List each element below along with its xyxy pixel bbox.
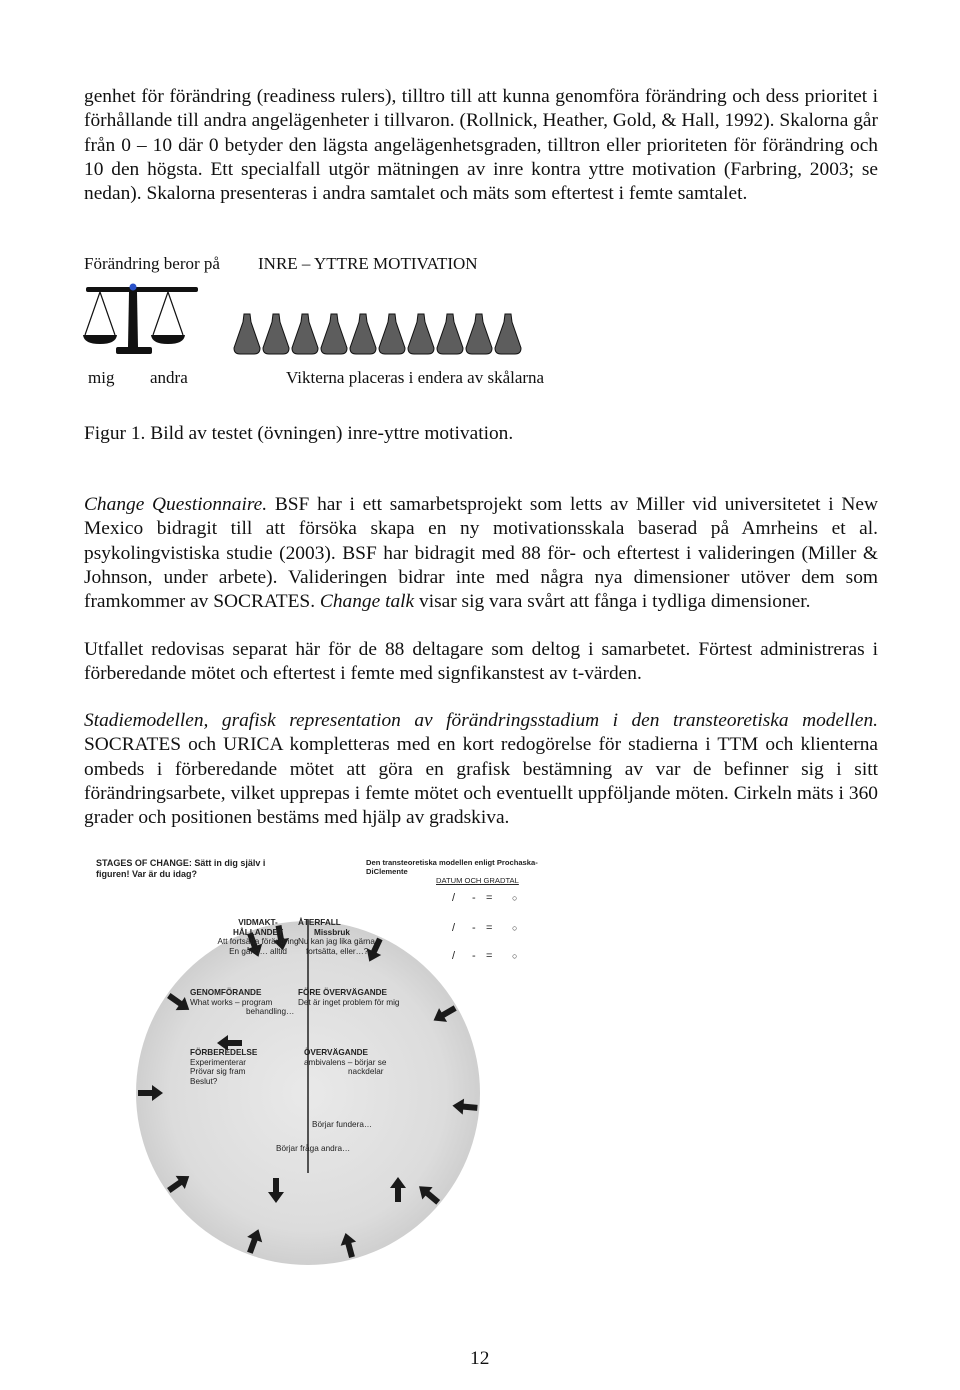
weight-icon xyxy=(495,314,521,354)
stage-start-asking: Börjar fråga andra… xyxy=(276,1144,351,1153)
weight-icon xyxy=(466,314,492,354)
stage-model-body: SOCRATES och URICA kompletteras med en kort redogörelse för stadierna i TTM och klienterna ombeds i förberedande mötet att göra en grafisk bestämning av var de befinner sig i sitt förändringsarbete, vilket upprepas i femte mötet och eventuellt uppföljande möten. Cirkeln mäts i 360 grader och positionen bestäms med hjälp av gradskiva. xyxy=(84,734,878,829)
weight-icon xyxy=(263,314,289,354)
stage-model-title: Stadiemodellen, grafisk representation av förändringsstadium i den transteoretiska modellen. xyxy=(84,710,878,731)
page-number: 12 xyxy=(470,1348,490,1369)
change-questionnaire-body-a: BSF har i ett samarbetsprojekt som letts av Miller vid universitetet i New Mexico bidragit till att försöka skapa en ny motivationsskala baserad på Amrheins et al. psykolingvistiska studie (2003). BSF har bidragit med 88 för- och eftertest i valideringen (Miller & Johnson, under arbete). Valideringen bidrar inte med några nya dimensioner utöver dem som framkommer av SOCRATES. xyxy=(84,494,878,613)
stages-title: STAGES OF CHANGE: Sätt in dig själv i figuren! Var är du idag? xyxy=(96,858,266,879)
weight-icon xyxy=(437,314,463,354)
paragraph-change-questionnaire xyxy=(84,493,878,614)
change-questionnaire-body-b: visar sig vara svårt att fånga i tydliga dimensioner. xyxy=(414,591,811,613)
weight-icon xyxy=(292,314,318,354)
paragraph-stage-model xyxy=(84,709,878,830)
weight-icon xyxy=(321,314,347,354)
change-talk-term: Change talk xyxy=(319,591,415,613)
weight-icon xyxy=(379,314,405,354)
weights-caption: Vikterna placeras i endera av skålarna xyxy=(286,368,545,387)
weight-icon xyxy=(408,314,434,354)
date-degree-header: DATUM OCH GRADTAL xyxy=(436,876,519,885)
figure1-right-label: INRE – YTTRE MOTIVATION xyxy=(258,254,478,273)
figure1-caption: Figur 1. Bild av testet (övningen) inre-yttre motivation. xyxy=(84,423,514,444)
weight-icon xyxy=(234,314,260,354)
scale-pan-right-label: andra xyxy=(150,368,188,387)
stages-of-change-figure xyxy=(80,838,540,1318)
stage-precontemplation: FÖRE ÖVERVÄGANDE Det är inget problem för mig xyxy=(298,988,400,1007)
paragraph-outcome: Utfallet redovisas separat här för de 88 deltagare som deltog i samarbetet. Förtest administreras i förberedande mötet och eftertest i femte med signfikanstest av t-värden. xyxy=(84,639,878,685)
stage-action: GENOMFÖRANDE What works – program behandling… xyxy=(190,988,295,1017)
model-header: Den transteoretiska modellen enligt Prochaska- DiClemente xyxy=(366,858,538,877)
stage-relapse: ÅTERFALL Missbruk Nu kan jag lika gärna fortsätta, eller…? xyxy=(298,918,375,956)
scale-pan-left-label: mig xyxy=(88,368,115,387)
stage-preparation: FÖRBEREDELSE Experimenterar Prövar sig fram Beslut? xyxy=(190,1048,258,1086)
weight-icon xyxy=(350,314,376,354)
stage-maintenance: VIDMAKT- HÅLLANDET Att fortsätta förändring En gång… alltid xyxy=(217,918,299,956)
weights-row xyxy=(230,312,530,358)
paragraph-readiness: genhet för förändring (readiness rulers), tilltro till att kunna genomföra förändring och dess prioritet i förhållande till andra angelägenheter i tillvaron. (Rollnick, Heather, Gold, & Hall, 1992). Skalorna går från 0 – 10 där 0 betyder den lägsta angelägenhetsgraden, tilltron eller prioriteten för förändring och 10 den högsta. Ett specialfall utgör mätningen av inre kontra yttre motivation (Farbring, 2003; se nedan). Skalorna presenteras i andra samtalet och mäts som eftertest i femte samtalet. xyxy=(84,86,878,205)
date-rows: / - = ○ / - = ○ / - = ○ xyxy=(452,892,518,962)
stage-contemplation: ÖVERVÄGANDE ambivalens – börjar se nackdelar xyxy=(304,1048,387,1077)
balance-scale-icon xyxy=(80,280,210,360)
change-questionnaire-title: Change Questionnaire. xyxy=(84,494,268,515)
stage-start-thinking: Börjar fundera… xyxy=(312,1120,373,1129)
figure1-left-label: Förändring beror på xyxy=(84,254,220,273)
